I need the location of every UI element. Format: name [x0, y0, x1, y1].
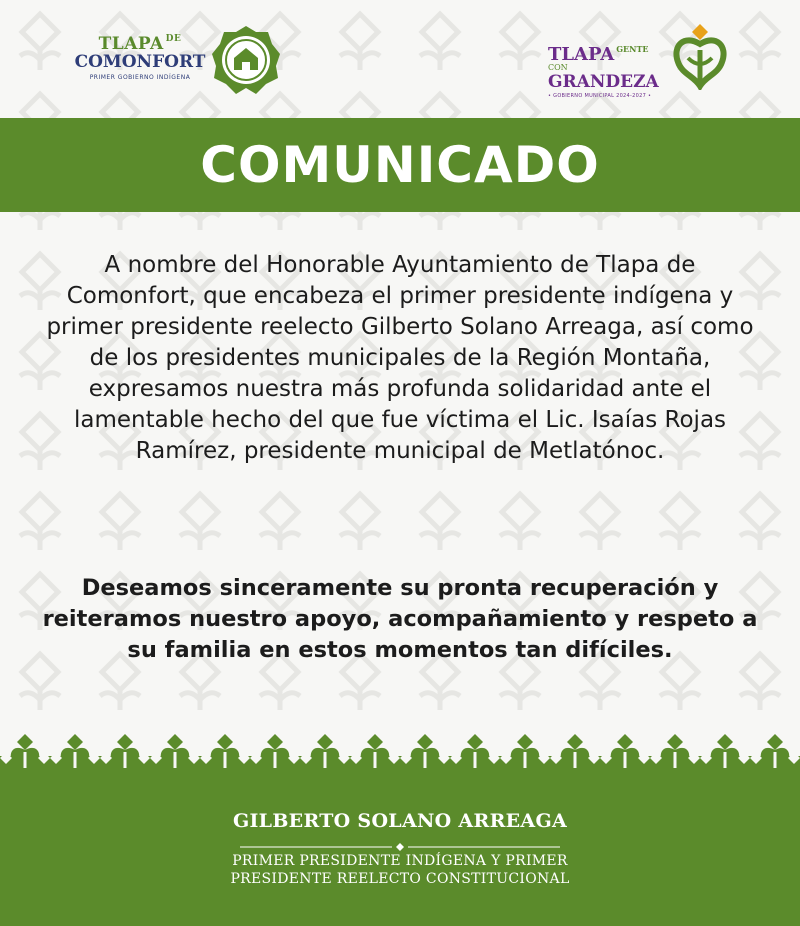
leaf-emblem-icon: [670, 20, 730, 90]
statement-paragraph: A nombre del Honorable Ayuntamiento de Tlapa de Comonfort, que encabeza el primer presidente indígena y primer presidente reelecto Gilberto Solano Arreaga, así como de los presidentes municipales de la Región Montaña, expresamos nuestra más profunda solidaridad ante el lamentable hecho del que fue víctima el Lic. Isaías Rojas Ramírez, presidente municipal de Metlatónoc.: [46, 252, 754, 464]
signature-divider: [240, 842, 560, 852]
page-title: COMUNICADO: [200, 136, 600, 194]
header: [0, 0, 800, 118]
tlapa-gente-con-grandeza-logo: [548, 20, 748, 100]
logo-left-de: DE: [165, 34, 182, 44]
decorative-border: [0, 728, 800, 776]
municipal-seal-icon: [210, 24, 282, 96]
logo-left-line1: TLAPA: [98, 34, 164, 54]
logo-left-line2: COMONFORT: [74, 52, 206, 72]
title-band: [0, 118, 800, 212]
signatory-name: GILBERTO SOLANO ARREAGA: [232, 810, 568, 832]
logo-right-line1: TLAPA: [548, 44, 615, 65]
signatory-title-line2: PRESIDENTE REELECTO CONSTITUCIONAL: [230, 871, 570, 887]
signatory-title-line1: PRIMER PRESIDENTE INDÍGENA Y PRIMER: [232, 853, 568, 869]
logo-right-con: CON: [548, 63, 568, 72]
logo-right-line2: GRANDEZA: [548, 72, 659, 92]
logo-right-gente: GENTE: [616, 44, 649, 54]
logo-left-tagline: PRIMER GOBIERNO INDÍGENA: [89, 74, 191, 81]
tlapa-comonfort-logo: [70, 22, 290, 102]
closing-paragraph: Deseamos sinceramente su pronta recuperación y reiteramos nuestro apoyo, acompañamiento y respeto a su familia en estos momentos tan difíciles.: [42, 575, 758, 663]
logo-right-tagline: • GOBIERNO MUNICIPAL 2024-2027 •: [548, 93, 652, 99]
signatory-title: [0, 852, 800, 888]
